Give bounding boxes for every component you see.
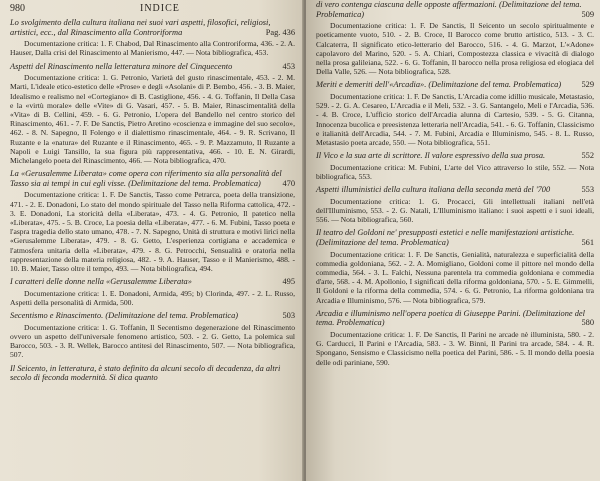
entry-page-ref: 529 (581, 80, 594, 90)
left-page-content (10, 18, 295, 383)
entry-title: di vero contenga ciascuna delle opposte affermazioni. (Delimitazione del tema. Problematica) (316, 0, 582, 19)
index-entry (10, 277, 295, 287)
entry-title: Arcadia e illuminismo nell'opera poetica di Giuseppe Parini. (Delimitazione del tema. Problematica) (316, 308, 585, 328)
entry-documentation: Documentazione critica: 1. G. Toffanin, Il Secentismo degenerazione del Rinascimento ovvero un aspetto dell'universale fenomeno artistico, 503. - 2. G. Getto, La polemica sul Barocco, 503. - 3. R. Wellek, Barocco antitesi del Rinascimento, 507. — Nota bibliografica, 507. (10, 322, 295, 360)
index-entry (10, 364, 295, 383)
entry-title: Lo svolgimento della cultura italiana nei suoi vari aspetti, filosofici, religiosi, artistici, ecc., dal Rinascimento alla Controriforma (10, 18, 271, 37)
entry-documentation: Documentazione critica: 1. F. De Sanctis, Tasso come Petrarca, poeta della transizione, 471. - 2. E. Donadoni, Lo stato del mondo spirituale del Tasso nella Riforma cattolica, 472. - 3. E. Donadoni, La storicità della «Liberata», 473. - 4. G. Petronio, Il patetico nella «Liberata», 475. - 5. B. Croce, La poesia della «Liberata», 477. - 6. M. Fubini, Tasso poeta e l'aspra tragedia dello stato umano, 478. - 7. N. Sapegno, Unità di struttura e motivi lirici nella «Gerusalemme Liberata», 479. - 8. G. Getto, L'esperienza cortigiana e accademica e l'atmosfera unitaria della «Liberata», 479. - 8. G. Petrocchi, Sensualità e oratoria nella rappresentazione della materia religiosa, 482. - 9. A. Hauser, Tasso e il Manierismo, 488. - 10. B. Maier, Tasso oltre il tempo, 493. — Nota bibliografica, 494. (10, 190, 295, 274)
page-number: 980 (10, 3, 25, 14)
entry-title: La «Gerusalemme Liberata» come opera con riferimento sia alla personalità del Tasso sia ai tempi in cui egli visse. (Delimitazione del tema. Problematica) (10, 169, 282, 188)
entry-title: Il Seicento, in letteratura, è stato definito da alcuni secolo di decadenza, da altri secolo di feconda modernità. Si dica quanto (10, 363, 281, 383)
entry-page-ref: 553 (581, 185, 594, 195)
entry-page-ref: 453 (282, 61, 295, 71)
entry-documentation: Documentazione critica: 1. G. Procacci, Gli intellettuali italiani nell'età dell'Illuminismo, 553. - 2. G. Natali, L'Illuminismo italiano: i suoi aspetti e i suoi ideali, 556. — Nota bibliografica, 560. (316, 196, 594, 225)
entry-title: Il Vico e la sua arte di scrittore. Il valore espressivo della sua prosa. (316, 151, 546, 161)
entry-page-ref: 561 (581, 238, 594, 248)
entry-documentation: Documentazione critica: 1. F. De Sanctis, Il Parini ne arcade nè illuminista, 580. - 2. G. Carducci, Il Parini e l'Arcadia, 583. - 3. W. Binni, Il Parini tra arcade, 584. - 4. R. Spongano, Sensismo e Classicismo nella poetica del Parini, 586. - 5. Il mondo della poesia delle odi pariniane, 590. (316, 330, 594, 367)
entry-title: Aspetti del Rinascimento nella letteratura minore del Cinquecento (10, 61, 233, 71)
entry-documentation: Documentazione critica: 1. F. De Sanctis, Il Seicento un secolo spiritualmente e poeticamente vuoto, 510. - 2. B. Croce, Il Barocco come brutto artistico, 513. - 3. C. Calcaterra, Il significato etico-letterario del Barocco, 516. - 4. G. Marzot, L'«Adone» capolavoro del Marino, 520. - 5. A. Chiari, Compostezza classica e vivacità di dialogo nella prosa galileiana, 522. - 6. G. Toffanin, Il barocco nella prosa religiosa ed elogiaca del Della Valle, 526. — Nota bibliografica, 528. (316, 21, 594, 77)
entry-page-ref: 503 (282, 311, 295, 321)
right-page-content (316, 0, 594, 371)
index-entry (316, 309, 594, 328)
entry-documentation: Documentazione critica: 1. F. De Sanctis, Genialità, naturalezza e superficialità della commedia goldoniana, 562. - 2. A. Momigliano, Goldoni come il pittore nel mondo della commedia, 564. - 3. L. Falchi, Nessuna parentela tra commedia goldoniana e commedia d'arte, 568. - 4. M. Apollonio, I significati della riforma goldoniana, 570. - 5. E. Gimmelli, Il Goldoni e la riforma della commedia, 574. - 6. G. Petronio, La riforma goldoniana tra Arcadia e Illuminismo, 576. — Nota bibliografica, 579. (316, 249, 594, 305)
entry-title: Meriti e demeriti dell'«Arcadia». (Delimitazione del tema. Problematica) (316, 80, 562, 90)
entry-page-ref: 580 (581, 318, 594, 328)
entry-title: Il teatro del Goldoni ne' presupposti estetici e nelle manifestazioni artistiche. (Delimitazione del tema. Problematica) (316, 228, 575, 248)
entry-documentation: Documentazione critica: 1. F. Chabod, Dal Rinascimento alla Controriforma, 436. - 2. A. Hauser, Dalla crisi del Rinascimento al Manierismo, 447. — Nota bibliografica, 453. (10, 39, 295, 58)
entry-page-ref: 509 (581, 9, 594, 19)
index-entry (10, 169, 295, 188)
entry-page-ref: Pag. 436 (265, 27, 295, 37)
entry-page-ref: 552 (581, 151, 594, 161)
entry-title: I caratteri delle donne nella «Gerusalemme Liberata» (10, 277, 192, 287)
left-page-header (10, 3, 296, 17)
index-entry (316, 151, 594, 161)
entry-documentation: Documentazione critica: 1. F. De Sanctis, L'Arcadia come idillio musicale, Metastasio, 529. - 2. G. A. Cesareo, L'Arcadia e il Meli, 532. - 3. G. Santangelo, Meli e l'Arcadia, 536. - 4. B. Croce, L'ufficio storico dell'Arcadia alunna di Cartesio, 539. - 5. G. Citanna, Innocenza bucolica e preesistenza letteraria nell'Arcadia, 541. - 6. G. Toffanin, Classicismo e italianità dell'Arcadia, 544. - 7. M. Fubini, Arcadia e Illuminismo, 545. - 8. L. Russo, Metastasio poeta arcade, 550. — Nota bibliografica, 551. (316, 92, 594, 148)
entry-page-ref: 495 (282, 277, 295, 287)
entry-documentation: Documentazione critica: M. Fubini, L'arte del Vico attraverso lo stile, 552. — Nota bibliografica, 553. (316, 162, 594, 182)
index-entry (10, 62, 295, 72)
index-entry (316, 0, 594, 19)
entry-title: Secentismo e Rinascimento. (Delimitazione del tema. Problematica) (10, 311, 239, 321)
index-entry (10, 18, 295, 37)
index-entry (10, 311, 295, 321)
index-entry (316, 80, 594, 90)
entry-documentation: Documentazione critica: 1. E. Donadoni, Armida, 495; b) Clorinda, 497. - 2. L. Russo, Aspetti della personalità di Armida, 500. (10, 288, 295, 308)
right-page (306, 0, 600, 481)
running-head: INDICE (140, 3, 180, 14)
index-entry (316, 185, 594, 195)
entry-title: Aspetti illuministici della cultura italiana della seconda metà del '700 (316, 185, 551, 195)
entry-documentation: Documentazione critica: 1. G. Petronio, Varietà del gusto rinascimentale, 453. - 2. M. Marti, L'ideale etico-estetico delle «Prose» e degli «Asolani» di P. Bembo, 456. - 3. B. Maier, Idealismo e realismo nel «Cortegiano» di B. Castiglione, 456. - 4. G. Toffanin, Il Della Casa e la «virtù morale» delle «Vite» di G. Vasari, 457. - 5. B. Maier, Rinascimentalità della «Vita» di B. Cellini, 459. - 6. G. Petronio, L'opera del Bandello nel centro storico del Rinascimento, 461. - 7. F. De Sanctis, Pietro Aretino «coscienza e immagine del suo secolo», 462. - 8. N. Sapegno, Il Folengo e il dialettismo rinascimentale, 464. - 9. R. Scrivano, Il Ruzante e la «natura» del Ruzante e il Rinascimento, 465. - 9. P. Mazzamuto, Il Ruzante a Napoli e Luigi Tansillo, la sua figura più rappresentativa, 466. - 10. E. N. Girardi, Michelangelo poeta del Rinascimento, 466. — Nota bibliografica, 470. (10, 73, 295, 166)
entry-page-ref: 470 (282, 178, 295, 188)
index-entry (316, 228, 594, 247)
